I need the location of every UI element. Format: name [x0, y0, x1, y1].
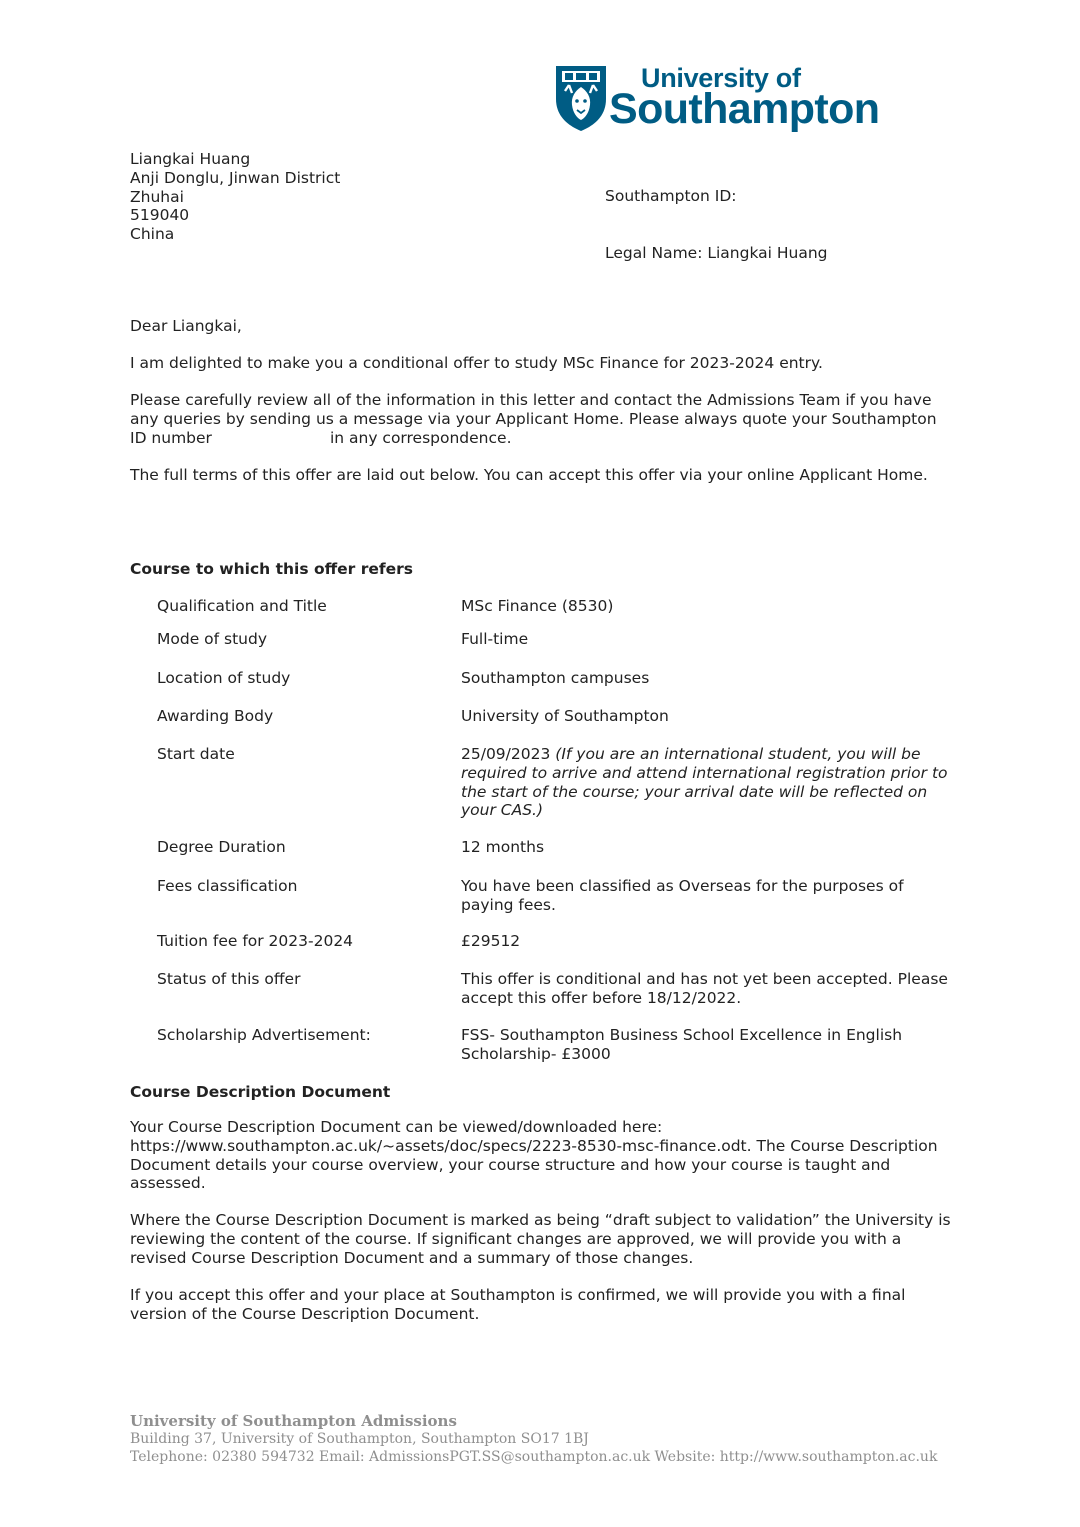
row-label: Status of this offer — [157, 970, 301, 988]
description-paragraph-3: If you accept this offer and your place at Southampton is confirmed, we will provide you with a final version of the Course Description Document. — [130, 1286, 906, 1323]
row-value: You have been classified as Overseas for the purposes of paying fees. — [461, 877, 904, 914]
row-label: Fees classification — [157, 877, 298, 895]
row-value: MSc Finance (8530) — [461, 597, 614, 615]
start-date-note: (If you are an international student, you will be required to arrive and attend international registration prior to the start of the course; your arrival date will be reflected on your CAS.) — [461, 745, 948, 820]
recipient-address — [130, 150, 340, 244]
row-label: Location of study — [157, 669, 291, 687]
footer-title: University of Southampton Admissions — [130, 1412, 457, 1430]
start-date-value — [461, 745, 951, 820]
salutation: Dear Liangkai, — [130, 317, 242, 335]
review-paragraph-end: in any correspondence. — [329, 428, 512, 447]
course-section-heading: Course to which this offer refers — [130, 560, 413, 578]
intro-paragraph: I am delighted to make you a conditional offer to study MSc Finance for 2023-2024 entry. — [130, 354, 823, 372]
description-section-heading: Course Description Document — [130, 1083, 391, 1101]
row-label: Awarding Body — [157, 707, 274, 725]
start-date: 25/09/2023 — [461, 745, 551, 763]
southampton-id-label: Southampton ID: — [605, 187, 737, 205]
row-label: Degree Duration — [157, 838, 286, 856]
row-value: Southampton campuses — [461, 669, 650, 687]
recipient-city: Zhuhai — [130, 187, 184, 206]
row-label: Mode of study — [157, 630, 268, 648]
row-label: Qualification and Title — [157, 597, 327, 615]
row-label: Tuition fee for 2023-2024 — [157, 932, 354, 950]
row-value: 12 months — [461, 838, 545, 856]
row-value: £29512 — [461, 932, 521, 950]
description-paragraph-2: Where the Course Description Document is marked as being “draft subject to validation” the University is reviewing the content of the course. If significant changes are approved, we will provide you with a revised Course Description Document and a summary of those changes. — [130, 1211, 951, 1267]
legal-name: Legal Name: Liangkai Huang — [605, 244, 828, 262]
row-value: FSS- Southampton Business School Excellence in English Scholarship- £3000 — [461, 1026, 903, 1063]
footer — [130, 1412, 937, 1466]
row-label: Start date — [157, 745, 235, 763]
recipient-street: Anji Donglu, Jinwan District — [130, 168, 341, 187]
review-paragraph-text: Please carefully review all of the information in this letter and contact the Admissions Team if you have any queries by sending us a message via your Applicant Home. Please always quote your Southampton ID number — [130, 391, 937, 447]
review-paragraph — [130, 391, 955, 447]
footer-address: Building 37, University of Southampton, Southampton SO17 1BJ — [130, 1431, 589, 1447]
university-logo — [553, 63, 893, 138]
recipient-country: China — [130, 225, 175, 244]
crest-icon — [553, 63, 609, 133]
recipient-postcode: 519040 — [130, 206, 190, 225]
logo-text-line2: Southampton — [609, 85, 880, 133]
row-value: Full-time — [461, 630, 529, 648]
description-paragraph-1: Your Course Description Document can be viewed/downloaded here: https://www.southampton.ac.uk/~assets/doc/specs/2223-8530-msc-finance.odt. The Course Description Document details your course overview, your course structure and how your course is taught and assessed. — [130, 1118, 938, 1193]
row-label: Scholarship Advertisement: — [157, 1026, 371, 1044]
terms-paragraph: The full terms of this offer are laid out below. You can accept this offer via your online Applicant Home. — [130, 466, 928, 484]
footer-contact: Telephone: 02380 594732 Email: AdmissionsPGT.SS@southampton.ac.uk Website: http://www.southampton.ac.uk — [130, 1449, 938, 1465]
logo-text-line1: University of — [641, 63, 801, 93]
row-value: University of Southampton — [461, 707, 669, 725]
row-value: This offer is conditional and has not yet been accepted. Please accept this offer before 18/12/2022. — [461, 970, 948, 1007]
recipient-name: Liangkai Huang — [130, 150, 251, 168]
